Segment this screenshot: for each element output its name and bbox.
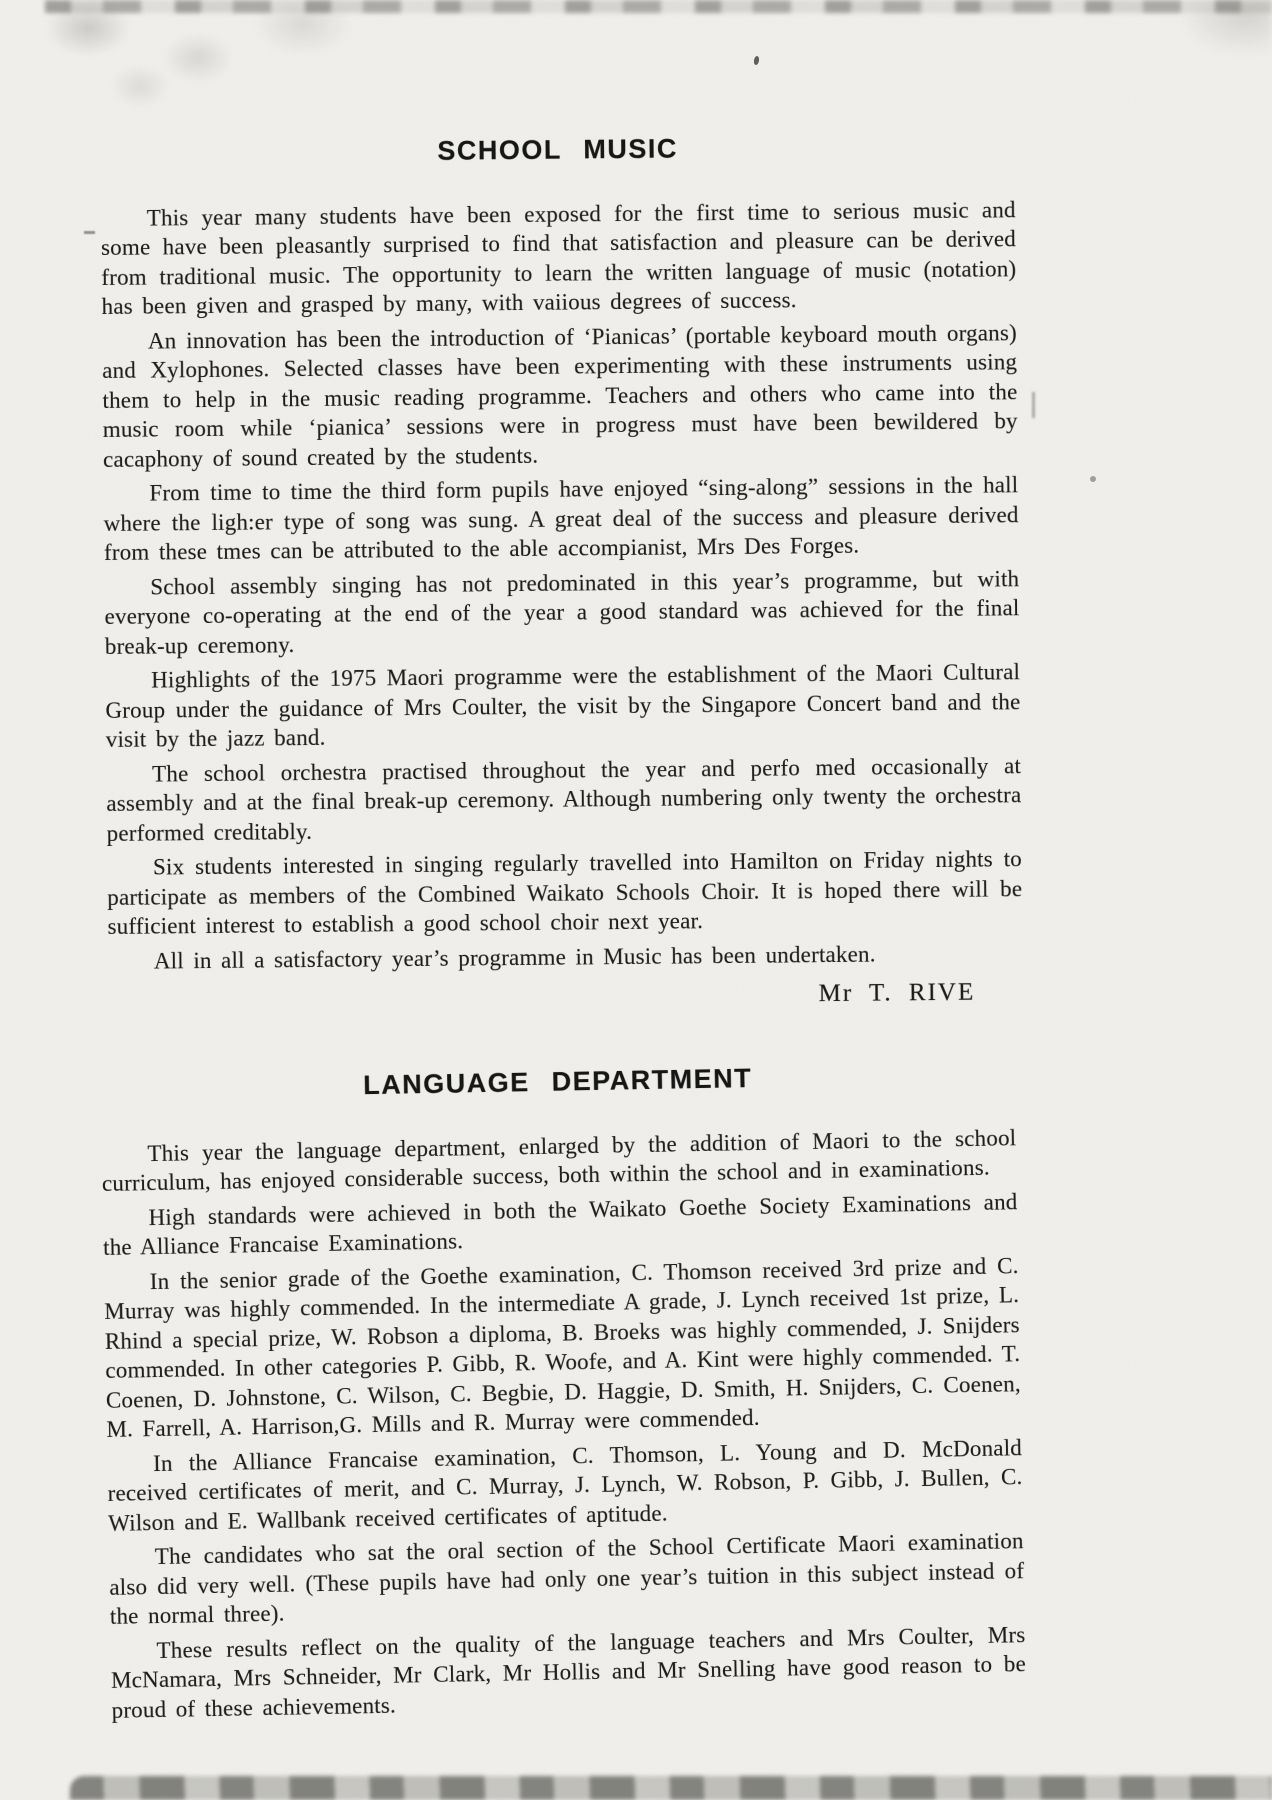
music-paragraph-1: This year many students have been exposed for the first time to serious music and some have been pleasantly surprised to find that satisfaction and pleasure can be derived from traditional music. The opportunity to learn the written language of music (notation) has been given and grasped by many, with vaiious degrees of success.	[100, 196, 1017, 319]
music-paragraph-7: Six students interested in singing regularly travelled into Hamilton on Friday nights to participate as members of the Combined Waikato Schools Choir. It is hoped there will be sufficient interest to establish a good school choir next year.	[107, 846, 1023, 939]
scan-artifact-top-band	[45, 0, 1272, 13]
language-paragraph-4: In the Alliance Francaise examination, C. Thomson, L. Young and D. McDonald received certificates of merit, and C. Murray, J. Lynch, W. Robson, P. Gibb, J. Bullen, C. Wilson and E. Wallbank received certificates of aptitude.	[107, 1434, 1023, 1536]
language-department-section	[100, 1059, 1027, 1730]
author-signature: Mr T. RIVE	[818, 978, 976, 1008]
language-paragraph-2: High standards were achieved in both the Waikato Goethe Society Examinations and the Alliance Francaise Examinations.	[102, 1188, 1018, 1260]
music-paragraph-5: Highlights of the 1975 Maori programme were the establishment of the Maori Cultural Group under the guidance of Mrs Coulter, the visit by the Singapore Concert band and the visit by the jazz band.	[105, 659, 1021, 752]
music-paragraph-3: From time to time the third form pupils have enjoyed “sing-along” sessions in the hall where the ligh:er type of song was sung. A great deal of the success and pleasure derived from these tmes can be attributed to the able accompianist, Mrs Des Forges.	[103, 472, 1019, 565]
music-paragraph-2: An innovation has been the introduction of ‘Pianicas’ (portable keyboard mouth organs) and Xylophones. Selected classes have been experimenting with these instruments using them to help in the music reading programme. Teachers and others who came into the music room while ‘pianica’ sessions were in progress must have been bewildered by cacaphony of sound created by the students.	[102, 319, 1018, 472]
school-music-title: SCHOOL MUSIC	[437, 133, 679, 166]
scan-artifact-top-right-patch	[1142, 0, 1272, 75]
language-department-title: LANGUAGE DEPARTMENT	[362, 1063, 753, 1101]
music-paragraph-4: School assembly singing has not predominated in this year’s programme, but with everyone co-operating at the end of the year a good standard was achieved for the final break-up ceremony.	[104, 565, 1020, 659]
language-paragraph-3: In the senior grade of the Goethe examination, C. Thomson received 3rd prize and C. Murray was highly commended. In the intermediate A grade, J. Lynch received 1st prize, L. Rhind a special prize, W. Robson a diploma, B. Broeks was highly commended, J. Snijders commended. In other categories P. Gibb, R. Woofe, and A. Kint were highly commended. T. Coenen, D. Johnstone, C. Wilson, C. Begbie, D. Haggie, D. Smith, H. Snijders, C. Coenen, M. Farrell, A. Harrison,G. Mills and R. Murray were commended.	[104, 1252, 1022, 1442]
language-paragraph-5: The candidates who sat the oral section of the School Certificate Maori examination also did very well. (These pupils have had only one year’s tuition in this subject instead of the normal three).	[109, 1528, 1025, 1629]
scan-artifact-top-left-blotch	[48, 0, 388, 110]
school-music-section	[100, 131, 1023, 1015]
music-paragraph-8: All in all a satisfactory year’s programme in Music has been undertaken.	[153, 941, 876, 974]
scan-speck	[84, 231, 95, 234]
music-paragraph-6: The school orchestra practised throughout the year and perfo med occasionally at assembly and at the final break-up ceremony. Although numbering only twenty the orchestra performed creditably.	[106, 752, 1022, 846]
scan-speck	[1090, 476, 1096, 482]
scan-artifact-bottom-band	[70, 1776, 1272, 1800]
scan-speck	[753, 56, 759, 66]
language-paragraph-1: This year the language department, enlarged by the addition of Maori to the school curriculum, has enjoyed considerable success, both within the school and in examinations.	[101, 1124, 1017, 1196]
language-paragraph-6: These results reflect on the quality of the language teachers and Mrs Coulter, Mrs McNamara, Mrs Schneider, Mr Clark, Mr Hollis and Mr Snelling have good reason to be proud of these achievements.	[110, 1621, 1027, 1723]
scan-speck	[1032, 392, 1035, 418]
